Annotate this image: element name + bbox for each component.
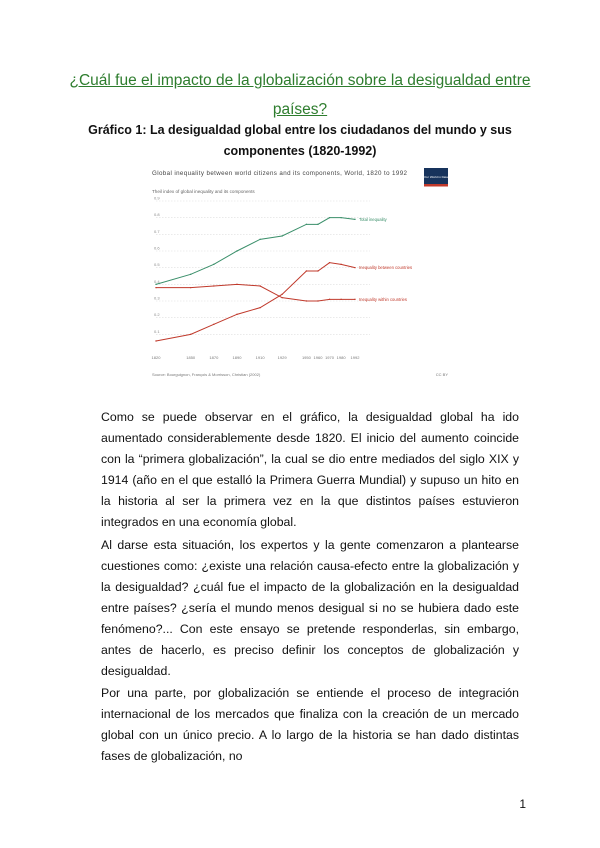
series-point: [354, 219, 355, 220]
y-tick-label: 0.5: [154, 262, 160, 268]
series-line-3: [156, 284, 355, 301]
series-label-3: Inequality within countries: [359, 296, 407, 302]
chart-footer-source: Source: Bourguignon, François & Morrisson, Christian (2002): [152, 372, 261, 377]
inequality-line-chart: [150, 163, 450, 383]
series-point: [354, 267, 355, 268]
series-point: [213, 285, 214, 286]
series-point: [190, 287, 191, 288]
x-tick-label: 1960: [313, 355, 323, 360]
y-tick-label: 0.4: [154, 278, 160, 284]
y-tick-label: 0.9: [154, 195, 160, 201]
x-tick-label: 1820: [151, 355, 161, 360]
series-label-1: Total inequality: [359, 216, 387, 222]
series-point: [281, 294, 282, 295]
series-point: [213, 264, 214, 265]
owid-badge: [424, 168, 448, 187]
series-point: [340, 264, 341, 265]
series-point: [317, 224, 318, 225]
document-title: ¿Cuál fue el impacto de la globalización sobre la desigualdad entre países?: [69, 72, 531, 118]
y-tick-label: 0.3: [154, 295, 160, 301]
series-point: [259, 239, 260, 240]
series-point: [236, 250, 237, 251]
series-point: [281, 235, 282, 236]
series-point: [340, 299, 341, 300]
chart-caption: Gráfico 1: La desigualdad global entre los ciudadanos del mundo y sus componentes (1820-1992): [88, 123, 512, 158]
series-point: [306, 300, 307, 301]
paragraph-1: Como se puede observar en el gráfico, la desigualdad global ha ido aumentado considerablemente desde 1820. El inicio del aumento coincide con la “primera globalización”, la cual se dio entre mediados del siglo XIX y 1914 (año en el que estalló la Primera Guerra Mundial) y supuso un hito en la historia al ser la primera vez en la que distintos países estuvieron integrados en una economía global.: [101, 410, 519, 529]
series-label-2: Inequality between countries: [359, 265, 413, 271]
series-point: [259, 307, 260, 308]
x-tick-label: 1870: [209, 355, 219, 360]
series-point: [236, 284, 237, 285]
y-tick-label: 0.2: [154, 312, 160, 318]
series-point: [329, 299, 330, 300]
paragraph-2: Al darse esta situación, los expertos y la gente comenzaron a plantearse cuestiones como: ¿existe una relación causa-efecto entre la globalización y la desigualdad? ¿cuál fue el impacto de la globalización en la desigualdad entre países? ¿sería el mundo menos desigual si no se hubiera dado este fenómeno?... Con este ensayo se pretende responderlas, sin embargo, antes de hacerlo, es preciso definir los conceptos de globalización y desigualdad.: [101, 538, 519, 678]
series-point: [329, 217, 330, 218]
chart-footer-license: CC BY: [435, 372, 448, 377]
series-point: [190, 334, 191, 335]
series-point: [306, 270, 307, 271]
series-point: [155, 340, 156, 341]
y-tick-label: 0.7: [154, 228, 160, 234]
page-number: 1: [519, 797, 526, 811]
chart-title: Global inequality between world citizens and its components, World, 1820 to 1992: [152, 170, 407, 177]
owid-badge-text: Our World in Data: [424, 175, 448, 179]
x-tick-label: 1992: [350, 355, 360, 360]
series-point: [306, 224, 307, 225]
series-point: [317, 270, 318, 271]
series-point: [354, 299, 355, 300]
x-tick-label: 1950: [301, 355, 311, 360]
series-point: [213, 324, 214, 325]
series-point: [190, 274, 191, 275]
series-point: [317, 300, 318, 301]
y-tick-label: 0.6: [154, 245, 160, 251]
chart-figure: [150, 163, 450, 383]
chart-subtitle: Theil index of global inequality and its components: [152, 189, 255, 194]
x-tick-label: 1890: [232, 355, 242, 360]
x-tick-label: 1929: [277, 355, 287, 360]
paragraph-3: Por una parte, por globalización se entiende el proceso de integración internacional de los mercados que finaliza con la creación de un mercado global con un único precio. A lo largo de la historia se han dado distintas fases de globalización, no: [101, 686, 519, 763]
series-point: [281, 297, 282, 298]
series-point: [329, 262, 330, 263]
series-line-2: [156, 263, 355, 341]
y-tick-label: 0.1: [154, 328, 160, 334]
x-tick-label: 1980: [336, 355, 346, 360]
series-point: [155, 284, 156, 285]
series-point: [259, 285, 260, 286]
y-tick-label: 0.8: [154, 212, 160, 218]
series-point: [236, 314, 237, 315]
x-tick-label: 1850: [186, 355, 196, 360]
series-point: [155, 287, 156, 288]
x-tick-label: 1910: [255, 355, 265, 360]
x-tick-label: 1970: [325, 355, 334, 360]
series-point: [340, 217, 341, 218]
